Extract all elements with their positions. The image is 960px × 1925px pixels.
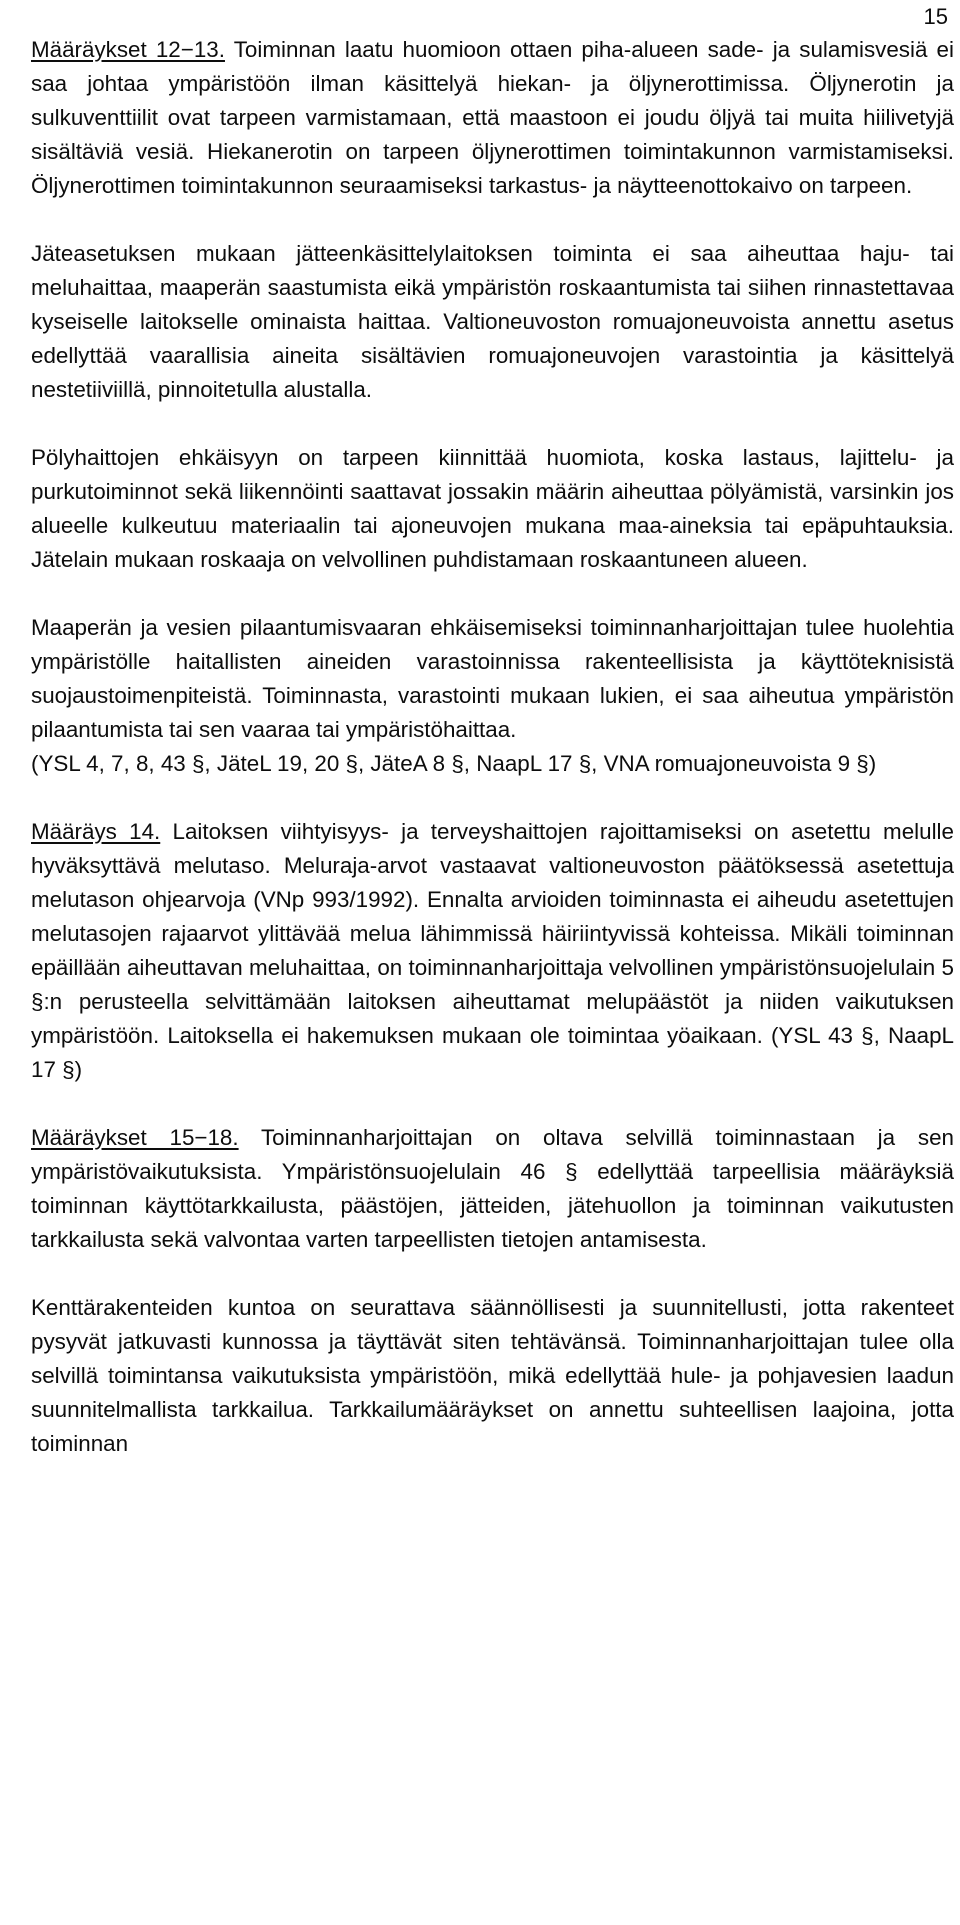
paragraph-text: Laitoksen viihtyisyys- ja terveyshaittojen rajoittamiseksi on asetettu melulle hyväksyttävä melutaso. Meluraja-arvot vastaavat valtioneuvoston päätöksessä asetettuja melutason ohjearvoja (VNp 993/1992). Ennalta arvioiden toiminnasta ei aiheudu asetettujen melutasojen rajaarvot ylittävää melua lähimmissä häiriintyvissä kohteissa. Mikäli toiminnan epäillään aiheuttavan meluhaittaa, on toiminnanharjoittaja velvollinen ympäristönsuojelulain 5 §:n perusteella selvittämään laitoksen aiheuttamat melupäästöt ja niiden vaikutuksen ympäristöön. Laitoksella ei hakemuksen mukaan ole toimintaa yöaikaan. (YSL 43 §, NaapL 17 §) bbox=[31, 819, 954, 1082]
paragraph-order-14 bbox=[31, 815, 954, 1087]
legal-citation: (YSL 4, 7, 8, 43 §, JäteL 19, 20 §, JäteA 8 §, NaapL 17 §, VNA romuajoneuvoista 9 §) bbox=[31, 751, 877, 776]
paragraph-text: Toiminnan laatu huomioon ottaen piha-alueen sade- ja sulamisvesiä ei saa johtaa ympäristöön ilman käsittelyä hiekan- ja öljynerottimissa. Öljynerotin ja sulkuventtiilit ovat tarpeen varmistamaan, että maastoon ei joudu öljyä tai muita hiilivetyjä sisältäviä vesiä. Hiekanerotin on tarpeen öljynerottimen toimintakunnon varmistamiseksi. Öljynerottimen toimintakunnon seuraamiseksi tarkastus- ja näytteenottokaivo on tarpeen. bbox=[31, 37, 954, 198]
paragraph-text: Kenttärakenteiden kuntoa on seurattava säännöllisesti ja suunnitellusti, jotta rakenteet pysyvät jatkuvasti kunnossa ja täyttävät siten tehtävänsä. Toiminnanharjoittajan tulee olla selvillä toimintansa vaikutuksista ympäristöön, mikä edellyttää hule- ja pohjavesien laadun suunnitelmallista tarkkailua. Tarkkailumääräykset on annettu suhteellisen laajoina, jotta toiminnan bbox=[31, 1295, 954, 1456]
section-reference: Määräykset 12−13. bbox=[31, 37, 225, 62]
paragraph-field-structures bbox=[31, 1291, 954, 1461]
paragraph-soil-water-protection bbox=[31, 611, 954, 747]
paragraph-text: Maaperän ja vesien pilaantumisvaaran ehkäisemiseksi toiminnanharjoittajan tulee huolehtia ympäristölle haitallisten aineiden varastoinnissa rakenteellisista ja käyttöteknisistä suojaustoimenpiteistä. Toiminnasta, varastointi mukaan lukien, ei saa aiheutua ympäristön pilaantumista tai sen vaaraa tai ympäristöhaittaa. bbox=[31, 615, 954, 742]
paragraph-text: Jäteasetuksen mukaan jätteenkäsittelylaitoksen toiminta ei saa aiheuttaa haju- tai meluhaittaa, maaperän saastumista eikä ympäristön roskaantumista tai siihen rinnastettavaa kyseiselle laitokselle ominaista haittaa. Valtioneuvoston romuajoneuvoista annettu asetus edellyttää vaarallisia aineita sisältävien romuajoneuvojen varastointia ja käsittelyä nestetiiviillä, pinnoitetulla alustalla. bbox=[31, 241, 954, 402]
section-reference: Määräys 14. bbox=[31, 819, 161, 844]
paragraph-legal-references bbox=[31, 747, 954, 781]
paragraph-orders-12-13 bbox=[31, 33, 954, 203]
paragraph-orders-15-18 bbox=[31, 1121, 954, 1257]
page-number: 15 bbox=[923, 4, 948, 29]
paragraph-text: Pölyhaittojen ehkäisyyn on tarpeen kiinnittää huomiota, koska lastaus, lajittelu- ja purkutoiminnot sekä liikennöinti saattavat jossakin määrin aiheuttaa pölyämistä, varsinkin jos alueelle kulkeutuu materiaalin tai ajoneuvojen mukana maa-aineksia tai epäpuhtauksia. Jätelain mukaan roskaaja on velvollinen puhdistamaan roskaantuneen alueen. bbox=[31, 445, 954, 572]
paragraph-dust-prevention bbox=[31, 441, 954, 577]
section-reference: Määräykset 15−18. bbox=[31, 1125, 239, 1150]
paragraph-waste-decree bbox=[31, 237, 954, 407]
paragraph-text: Toiminnanharjoittajan on oltava selvillä toiminnastaan ja sen ympäristövaikutuksista. Ympäristönsuojelulain 46 § edellyttää tarpeellisia määräyksiä toiminnan käyttötarkkailusta, päästöjen, jätteiden, jätehuollon ja toiminnan vaikutusten tarkkailusta sekä valvontaa varten tarpeellisten tietojen antamisesta. bbox=[31, 1125, 954, 1252]
document-body bbox=[31, 33, 954, 1461]
